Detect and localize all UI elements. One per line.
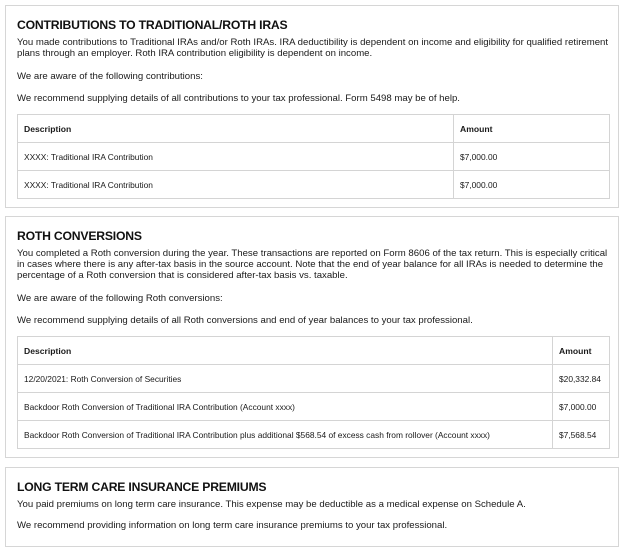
recommend-text: We recommend providing information on long term care insurance premiums to your tax professional. bbox=[17, 520, 448, 531]
aware-text: We are aware of the following contributions: bbox=[17, 71, 203, 82]
roth-conversions-section bbox=[5, 216, 619, 458]
section-title: CONTRIBUTIONS TO TRADITIONAL/ROTH IRAS bbox=[17, 18, 288, 32]
description-cell: XXXX: Traditional IRA Contribution bbox=[18, 143, 454, 171]
amount-cell: $7,000.00 bbox=[454, 143, 610, 171]
section-intro: You completed a Roth conversion during the year. These transactions are reported on Form 8606 of the tax return. This is especially critical in cases where there is any after-tax basis in the source account. Note that the end of year balance for all IRAs is needed to determine the percentage of a Roth conversion that is considered after-tax basis vs. taxable. bbox=[17, 248, 608, 281]
amount-header: Amount bbox=[454, 115, 610, 143]
aware-text: We are aware of the following Roth conversions: bbox=[17, 293, 223, 304]
description-cell: Backdoor Roth Conversion of Traditional IRA Contribution plus additional $568.54 of excess cash from rollover (Account xxxx) bbox=[18, 421, 553, 449]
amount-cell: $7,568.54 bbox=[553, 421, 610, 449]
description-cell: Backdoor Roth Conversion of Traditional IRA Contribution (Account xxxx) bbox=[18, 393, 553, 421]
table-row bbox=[18, 143, 610, 171]
description-cell: XXXX: Traditional IRA Contribution bbox=[18, 171, 454, 199]
recommend-text: We recommend supplying details of all contributions to your tax professional. Form 5498 may be of help. bbox=[17, 93, 460, 104]
ira-contributions-section bbox=[5, 5, 619, 208]
description-header: Description bbox=[18, 115, 454, 143]
roth-conversions-table bbox=[17, 336, 610, 449]
recommend-text: We recommend supplying details of all Roth conversions and end of year balances to your tax professional. bbox=[17, 315, 473, 326]
section-title: LONG TERM CARE INSURANCE PREMIUMS bbox=[17, 480, 267, 494]
amount-cell: $7,000.00 bbox=[553, 393, 610, 421]
amount-cell: $7,000.00 bbox=[454, 171, 610, 199]
section-title: ROTH CONVERSIONS bbox=[17, 229, 142, 243]
table-row bbox=[18, 171, 610, 199]
table-header-row bbox=[18, 115, 610, 143]
amount-cell: $20,332.84 bbox=[553, 365, 610, 393]
table-row bbox=[18, 393, 610, 421]
description-header: Description bbox=[18, 337, 553, 365]
description-cell: 12/20/2021: Roth Conversion of Securities bbox=[18, 365, 553, 393]
contributions-table bbox=[17, 114, 610, 199]
section-intro: You made contributions to Traditional IRAs and/or Roth IRAs. IRA deductibility is dependent on income and eligibility for qualified retirement plans through an employer. Roth IRA contribution eligibility is dependent on income. bbox=[17, 37, 609, 59]
amount-header: Amount bbox=[553, 337, 610, 365]
table-row bbox=[18, 421, 610, 449]
table-row bbox=[18, 365, 610, 393]
table-header-row bbox=[18, 337, 610, 365]
section-intro: You paid premiums on long term care insurance. This expense may be deductible as a medical expense on Schedule A. bbox=[17, 499, 526, 510]
long-term-care-section bbox=[5, 467, 619, 547]
